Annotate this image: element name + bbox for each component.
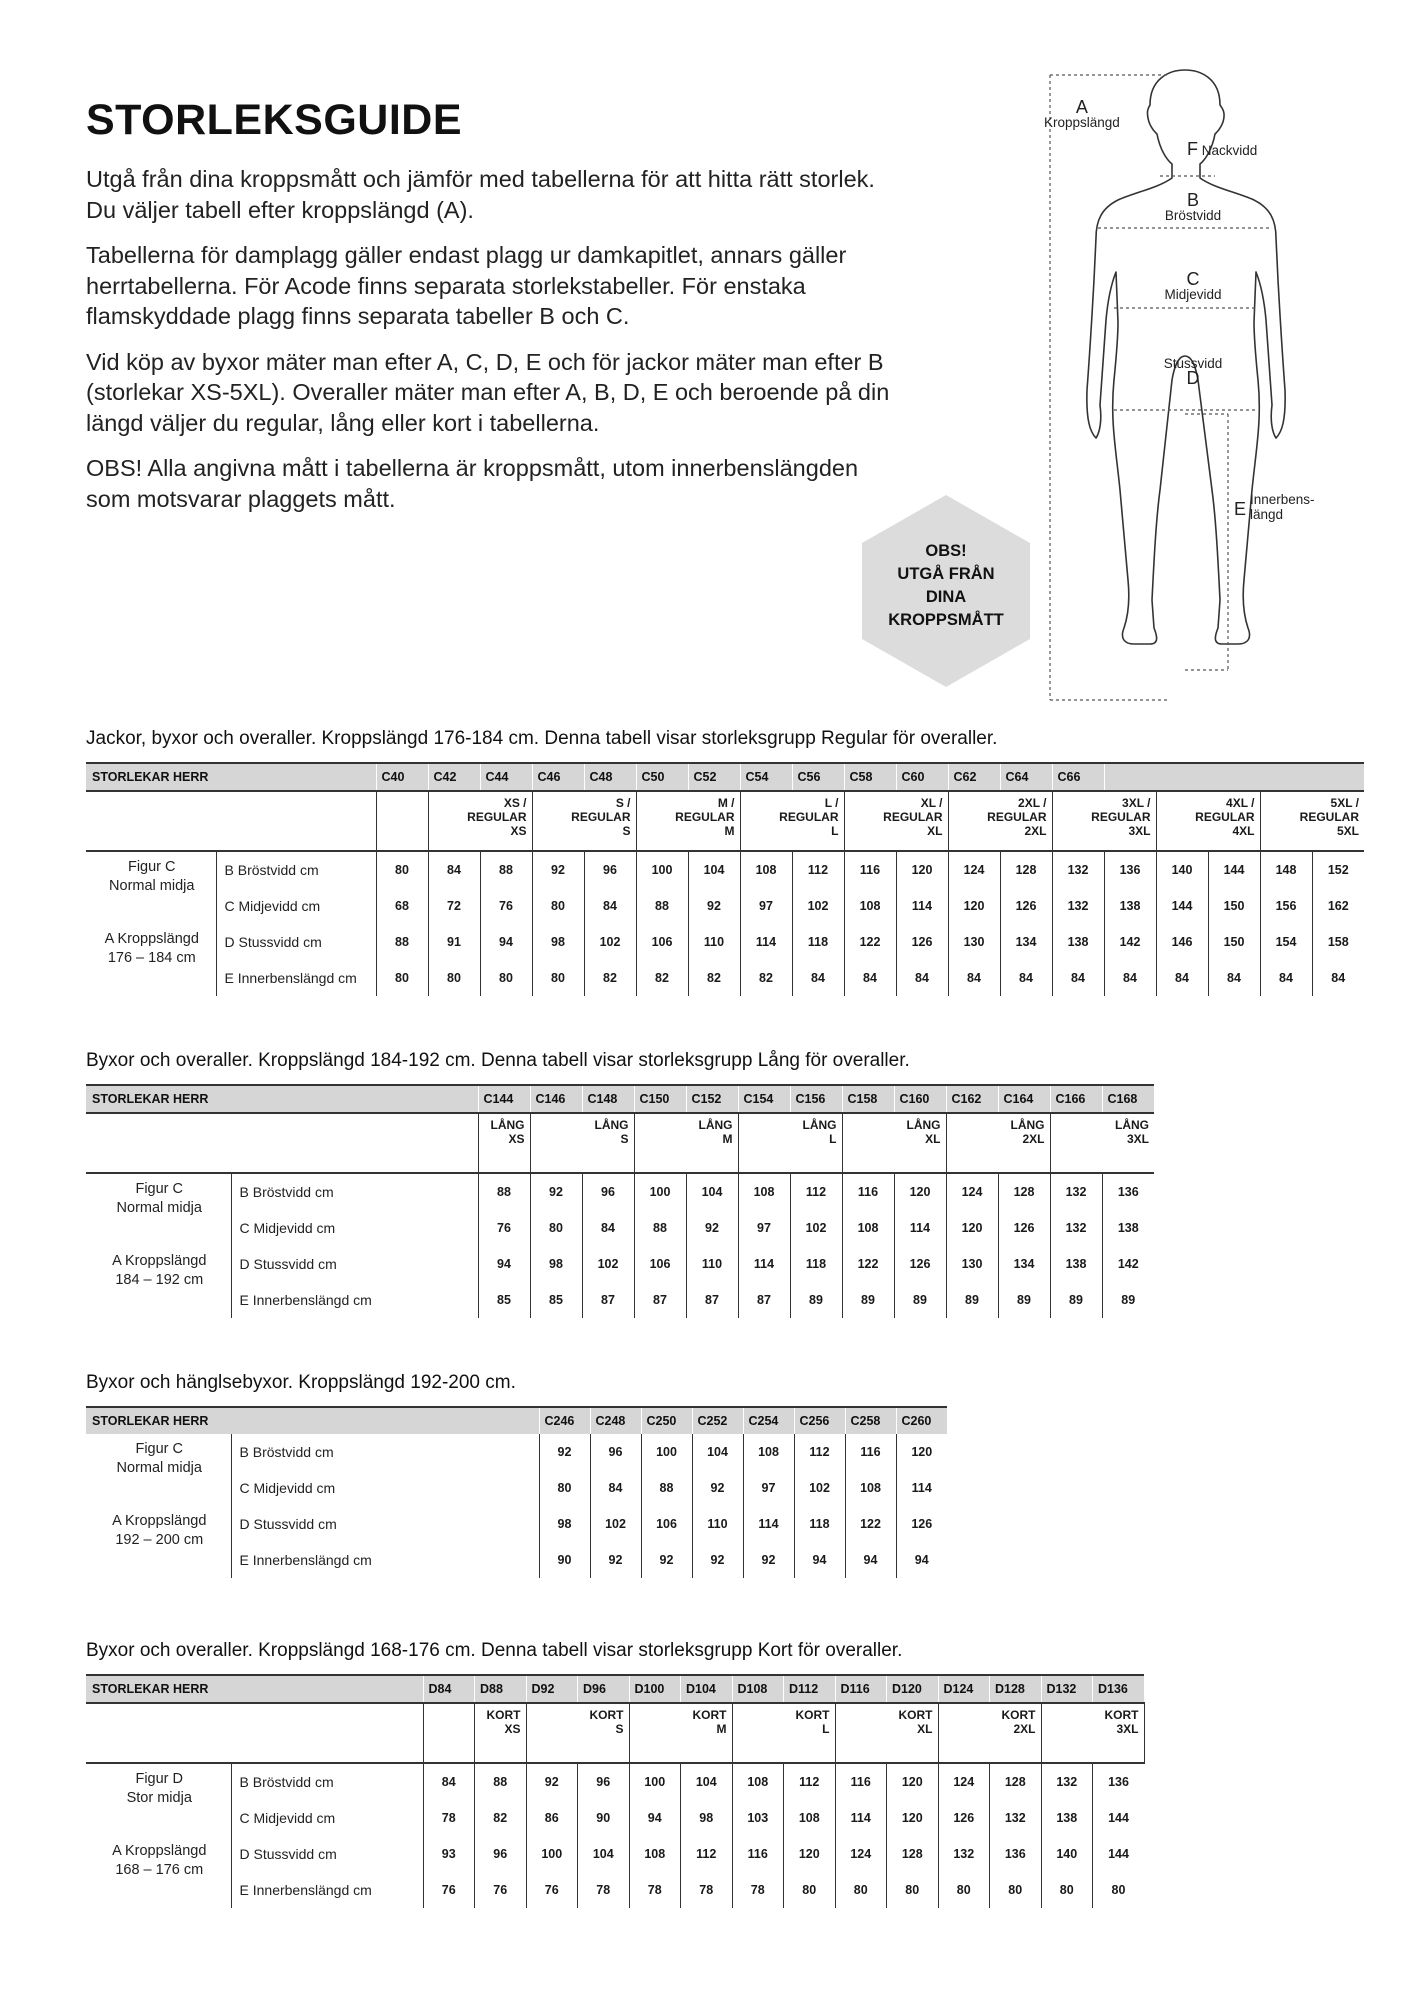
measurement-value: 96 xyxy=(584,851,636,888)
measurement-value: 126 xyxy=(894,1246,946,1282)
measurement-label: C Midjevidd cm xyxy=(231,1800,423,1836)
measurement-value: 132 xyxy=(1052,851,1104,888)
measurement-value: 126 xyxy=(1000,888,1052,924)
measurement-value: 80 xyxy=(480,960,532,996)
measurement-value: 80 xyxy=(835,1872,887,1908)
measurement-value: 80 xyxy=(1041,1872,1093,1908)
measurement-value: 132 xyxy=(938,1836,990,1872)
measurement-value: 134 xyxy=(1000,924,1052,960)
measurement-value: 84 xyxy=(1000,960,1052,996)
table-row xyxy=(86,1836,1145,1872)
measurement-value: 80 xyxy=(532,888,584,924)
measurement-value: 82 xyxy=(688,960,740,996)
table-row xyxy=(86,924,1364,960)
measurement-value: 128 xyxy=(998,1173,1050,1210)
measurement-value: 138 xyxy=(1041,1800,1093,1836)
body-length-label: 168 – 176 cm xyxy=(115,1862,204,1878)
body-length-label: 176 – 184 cm xyxy=(107,950,196,966)
measurement-value: 150 xyxy=(1208,924,1260,960)
measurement-value: 132 xyxy=(1041,1763,1093,1800)
measurement-value: 89 xyxy=(946,1282,998,1318)
table-row xyxy=(86,851,1364,888)
measurement-value: 112 xyxy=(681,1836,733,1872)
size-table-regular xyxy=(86,762,1364,996)
measurement-value: 116 xyxy=(732,1836,784,1872)
measurement-value: 88 xyxy=(475,1763,527,1800)
measurement-value: 84 xyxy=(1312,960,1364,996)
body-length-label: A Kroppslängd xyxy=(112,1253,207,1269)
measurement-value: 140 xyxy=(1156,851,1208,888)
measurement-value: 102 xyxy=(584,924,636,960)
measurement-value: 104 xyxy=(578,1836,630,1872)
figure-length-cell xyxy=(86,1173,231,1318)
measurement-value: 92 xyxy=(743,1542,794,1578)
measurement-value: 88 xyxy=(376,924,428,960)
measurement-value: 92 xyxy=(641,1542,692,1578)
measurement-value: 84 xyxy=(423,1763,475,1800)
measurement-value: 80 xyxy=(376,960,428,996)
measurement-value: 94 xyxy=(896,1542,947,1578)
table-row xyxy=(86,1872,1145,1908)
measurement-value: 104 xyxy=(688,851,740,888)
measurement-label: E Innerbenslängd cm xyxy=(216,960,376,996)
measurement-value: 124 xyxy=(835,1836,887,1872)
measurement-value: 106 xyxy=(636,924,688,960)
measurement-value: 84 xyxy=(948,960,1000,996)
measurement-value: 84 xyxy=(590,1470,641,1506)
measurement-value: 110 xyxy=(686,1246,738,1282)
page-title: STORLEKSGUIDE xyxy=(86,96,463,144)
measurement-value: 102 xyxy=(590,1506,641,1542)
table-row xyxy=(86,1246,1154,1282)
measurement-value: 110 xyxy=(688,924,740,960)
measurement-value: 136 xyxy=(1104,851,1156,888)
measurement-value: 102 xyxy=(790,1210,842,1246)
measurement-value: 102 xyxy=(582,1246,634,1282)
measurement-label: B Bröstvidd cm xyxy=(216,851,376,888)
measurement-value: 92 xyxy=(692,1470,743,1506)
measurement-value: 87 xyxy=(686,1282,738,1318)
measurement-value: 84 xyxy=(844,960,896,996)
measurement-value: 116 xyxy=(844,851,896,888)
measurement-value: 108 xyxy=(784,1800,836,1836)
measurement-value: 100 xyxy=(634,1173,686,1210)
measurement-value: 90 xyxy=(578,1800,630,1836)
measurement-label: D Stussvidd cm xyxy=(231,1506,539,1542)
measurement-value: 94 xyxy=(629,1800,681,1836)
intro-paragraph: Tabellerna för damplagg gäller endast plagg ur damkapitlet, annars gäller herrtabellerna. För Acode finns separata storlekstabeller. För enstaka flamskyddade plagg finns separata tabeller B och C. xyxy=(86,242,847,329)
measurement-value: 154 xyxy=(1260,924,1312,960)
size-group-row: XS / REGULAR XS S / REGULAR S M / REGULAR M L / REGULAR L XL / REGULAR XL 2XL / REGULAR 2XL 3XL / REGULAR 3XL 4XL / REGULAR 4XL 5XL / REGULAR 5XL xyxy=(86,791,1364,851)
measurement-value: 92 xyxy=(590,1542,641,1578)
measurement-rows xyxy=(86,1434,947,1578)
measurement-value: 132 xyxy=(1050,1210,1102,1246)
measurement-label: D Stussvidd cm xyxy=(231,1836,423,1872)
measurement-value: 138 xyxy=(1052,924,1104,960)
measurement-value: 82 xyxy=(740,960,792,996)
intro-paragraph: Utgå från dina kroppsmått och jämför med tabellerna för att hitta rätt storlek. Du väljer tabell efter kroppslängd (A). xyxy=(86,166,875,223)
measurement-value: 80 xyxy=(539,1470,590,1506)
measurement-value: 112 xyxy=(794,1434,845,1470)
table-row xyxy=(86,1434,947,1470)
measurement-rows xyxy=(86,1763,1145,1908)
measurement-value: 78 xyxy=(629,1872,681,1908)
measurement-rows xyxy=(86,1173,1154,1318)
measurement-label: C Midjevidd cm xyxy=(216,888,376,924)
measurement-value: 85 xyxy=(530,1282,582,1318)
measurement-value: 144 xyxy=(1093,1800,1145,1836)
measurement-value: 120 xyxy=(894,1173,946,1210)
figure-type-label: Stor midja xyxy=(126,1790,192,1806)
measurement-label: C Midjevidd cm xyxy=(231,1210,478,1246)
measurement-value: 124 xyxy=(946,1173,998,1210)
measurement-value: 72 xyxy=(428,888,480,924)
label-c: C Midjevidd xyxy=(1164,269,1222,302)
figure-type-label: Figur C xyxy=(135,1181,184,1197)
intro-text xyxy=(86,164,906,529)
measurement-value: 108 xyxy=(629,1836,681,1872)
label-d: Stussvidd D xyxy=(1163,356,1223,388)
measurement-value: 144 xyxy=(1156,888,1208,924)
measurement-value: 87 xyxy=(634,1282,686,1318)
table-row xyxy=(86,1173,1154,1210)
size-table-kort xyxy=(86,1674,1145,1908)
measurement-value: 85 xyxy=(478,1282,530,1318)
measurement-value: 122 xyxy=(844,924,896,960)
measurement-value: 138 xyxy=(1104,888,1156,924)
measurement-value: 138 xyxy=(1050,1246,1102,1282)
measurement-label: D Stussvidd cm xyxy=(216,924,376,960)
size-group-row: LÅNG XS LÅNG S LÅNG M LÅNG L LÅNG XL LÅNG 2XL LÅNG 3XL xyxy=(86,1113,1154,1173)
measurement-value: 96 xyxy=(590,1434,641,1470)
measurement-value: 120 xyxy=(896,1434,947,1470)
label-a: A Kroppslängd xyxy=(1044,97,1120,130)
measurement-value: 80 xyxy=(532,960,584,996)
figure-type-label: Figur C xyxy=(135,1441,184,1457)
figure-type-label: Normal midja xyxy=(109,878,195,894)
measurement-value: 106 xyxy=(641,1506,692,1542)
measurement-value: 91 xyxy=(428,924,480,960)
measurement-value: 89 xyxy=(1102,1282,1154,1318)
measurement-value: 144 xyxy=(1093,1836,1145,1872)
measurement-value: 89 xyxy=(894,1282,946,1318)
measurement-value: 84 xyxy=(1052,960,1104,996)
measurement-value: 84 xyxy=(1208,960,1260,996)
measurement-value: 102 xyxy=(792,888,844,924)
measurement-value: 76 xyxy=(478,1210,530,1246)
measurement-value: 108 xyxy=(732,1763,784,1800)
measurement-value: 126 xyxy=(938,1800,990,1836)
measurement-value: 158 xyxy=(1312,924,1364,960)
measurement-value: 156 xyxy=(1260,888,1312,924)
measurement-value: 128 xyxy=(887,1836,939,1872)
measurement-value: 130 xyxy=(948,924,1000,960)
size-group-row: KORT XS KORT S KORT M KORT L KORT XL KORT 2XL KORT 3XL xyxy=(86,1703,1145,1763)
measurement-label: E Innerbenslängd cm xyxy=(231,1542,539,1578)
measurement-value: 136 xyxy=(1093,1763,1145,1800)
measurement-value: 88 xyxy=(480,851,532,888)
measurement-value: 84 xyxy=(896,960,948,996)
measurement-value: 76 xyxy=(423,1872,475,1908)
size-code-row: STORLEKAR HERR C246 C248 C250 C252 C254 C256 C258 C260 xyxy=(86,1407,947,1434)
measurement-value: 94 xyxy=(794,1542,845,1578)
table-caption: Jackor, byxor och overaller. Kroppslängd 176-184 cm. Denna tabell visar storleksgrupp Regular för overaller. xyxy=(86,728,998,749)
figure-type-label: Figur D xyxy=(135,1771,184,1787)
measurement-value: 78 xyxy=(578,1872,630,1908)
measurement-value: 98 xyxy=(681,1800,733,1836)
table-row xyxy=(86,1282,1154,1318)
measurement-value: 100 xyxy=(641,1434,692,1470)
measurement-value: 118 xyxy=(790,1246,842,1282)
measurement-value: 100 xyxy=(629,1763,681,1800)
measurement-value: 88 xyxy=(634,1210,686,1246)
measurement-value: 89 xyxy=(1050,1282,1102,1318)
table-row xyxy=(86,1800,1145,1836)
measurement-value: 80 xyxy=(1093,1872,1145,1908)
measurement-value: 102 xyxy=(794,1470,845,1506)
label-b: B Bröstvidd xyxy=(1164,190,1222,223)
measurement-value: 80 xyxy=(376,851,428,888)
measurement-value: 146 xyxy=(1156,924,1208,960)
measurement-value: 142 xyxy=(1104,924,1156,960)
measurement-value: 116 xyxy=(835,1763,887,1800)
table-row xyxy=(86,1210,1154,1246)
measurement-value: 80 xyxy=(784,1872,836,1908)
measurement-value: 76 xyxy=(475,1872,527,1908)
measurement-value: 132 xyxy=(1052,888,1104,924)
measurement-value: 78 xyxy=(732,1872,784,1908)
measurement-value: 80 xyxy=(530,1210,582,1246)
measurement-value: 96 xyxy=(578,1763,630,1800)
body-length-label: A Kroppslängd xyxy=(112,1843,207,1859)
measurement-value: 92 xyxy=(686,1210,738,1246)
measurement-value: 80 xyxy=(938,1872,990,1908)
measurement-value: 82 xyxy=(475,1800,527,1836)
measurement-value: 124 xyxy=(948,851,1000,888)
figure-type-label: Normal midja xyxy=(116,1200,202,1216)
measurement-value: 110 xyxy=(692,1506,743,1542)
measurement-value: 84 xyxy=(582,1210,634,1246)
measurement-value: 140 xyxy=(1041,1836,1093,1872)
measurement-value: 114 xyxy=(835,1800,887,1836)
measurement-value: 97 xyxy=(738,1210,790,1246)
measurement-value: 128 xyxy=(990,1763,1042,1800)
size-code-row: STORLEKAR HERR C40 C42 C44 C46 C48 C50 C52 C54 C56 C58 C60 C62 C64 C66 xyxy=(86,763,1364,791)
measurement-value: 122 xyxy=(845,1506,896,1542)
measurement-value: 112 xyxy=(790,1173,842,1210)
measurement-label: E Innerbenslängd cm xyxy=(231,1282,478,1318)
measurement-value: 100 xyxy=(636,851,688,888)
measurement-value: 144 xyxy=(1208,851,1260,888)
measurement-value: 78 xyxy=(681,1872,733,1908)
measurement-value: 100 xyxy=(526,1836,578,1872)
measurement-value: 126 xyxy=(896,924,948,960)
measurement-value: 88 xyxy=(641,1470,692,1506)
measurement-value: 120 xyxy=(946,1210,998,1246)
measurement-value: 112 xyxy=(792,851,844,888)
measurement-value: 112 xyxy=(784,1763,836,1800)
measurement-label: E Innerbenslängd cm xyxy=(231,1872,423,1908)
measurement-value: 114 xyxy=(738,1246,790,1282)
measurement-label: B Bröstvidd cm xyxy=(231,1763,423,1800)
intro-paragraph: Vid köp av byxor mäter man efter A, C, D, E och för jackor mäter man efter B (storlekar XS-5XL). Overaller mäter man efter A, B, D, E och beroende på din längd väljer du regular, lång eller kort i tabellerna. xyxy=(86,348,890,436)
measurement-value: 82 xyxy=(584,960,636,996)
measurement-value: 80 xyxy=(428,960,480,996)
measurement-value: 84 xyxy=(1156,960,1208,996)
measurement-value: 82 xyxy=(636,960,688,996)
figure-length-cell xyxy=(86,851,216,996)
measurement-value: 92 xyxy=(692,1542,743,1578)
measurement-value: 80 xyxy=(990,1872,1042,1908)
measurement-value: 132 xyxy=(1050,1173,1102,1210)
table-caption: Byxor och overaller. Kroppslängd 184-192 cm. Denna tabell visar storleksgrupp Lång för overaller. xyxy=(86,1050,910,1071)
measurement-value: 152 xyxy=(1312,851,1364,888)
measurement-value: 134 xyxy=(998,1246,1050,1282)
measurement-value: 94 xyxy=(480,924,532,960)
figure-length-cell xyxy=(86,1434,231,1578)
body-length-label: A Kroppslängd xyxy=(104,931,199,947)
measurement-value: 88 xyxy=(636,888,688,924)
measurement-value: 126 xyxy=(896,1506,947,1542)
measurement-value: 80 xyxy=(887,1872,939,1908)
measurement-value: 98 xyxy=(530,1246,582,1282)
label-e: E Innerbens- längd xyxy=(1234,492,1315,522)
measurement-value: 120 xyxy=(887,1763,939,1800)
measurement-value: 84 xyxy=(428,851,480,888)
measurement-value: 92 xyxy=(532,851,584,888)
measurement-value: 76 xyxy=(480,888,532,924)
measurement-value: 132 xyxy=(990,1800,1042,1836)
measurement-value: 136 xyxy=(1102,1173,1154,1210)
measurement-value: 68 xyxy=(376,888,428,924)
measurement-value: 116 xyxy=(842,1173,894,1210)
obs-badge-text: OBS! UTGÅ FRÅN DINA KROPPSMÅTT xyxy=(888,542,1004,629)
measurement-value: 118 xyxy=(794,1506,845,1542)
measurement-value: 120 xyxy=(948,888,1000,924)
measurement-value: 98 xyxy=(539,1506,590,1542)
measurement-value: 120 xyxy=(887,1800,939,1836)
measurement-value: 114 xyxy=(896,1470,947,1506)
size-code-row: STORLEKAR HERR D84 D88 D92 D96 D100 D104 D108 D112 D116 D120 D124 D128 D132 D136 xyxy=(86,1675,1145,1703)
measurement-value: 128 xyxy=(1000,851,1052,888)
measurement-value: 108 xyxy=(743,1434,794,1470)
measurement-value: 108 xyxy=(844,888,896,924)
measurement-value: 92 xyxy=(539,1434,590,1470)
measurement-label: D Stussvidd cm xyxy=(231,1246,478,1282)
table-row xyxy=(86,960,1364,996)
measurement-value: 148 xyxy=(1260,851,1312,888)
measurement-value: 92 xyxy=(526,1763,578,1800)
size-code-row: STORLEKAR HERR C144 C146 C148 C150 C152 C154 C156 C158 C160 C162 C164 C166 C168 xyxy=(86,1085,1154,1113)
size-table-192-200 xyxy=(86,1406,947,1578)
measurement-value: 94 xyxy=(478,1246,530,1282)
body-length-label: 192 – 200 cm xyxy=(115,1532,204,1548)
measurement-value: 90 xyxy=(539,1542,590,1578)
measurement-value: 92 xyxy=(688,888,740,924)
intro-paragraph: OBS! Alla angivna mått i tabellerna är kroppsmått, utom innerbenslängden som motsvarar plaggets mått. xyxy=(86,455,859,512)
measurement-value: 114 xyxy=(896,888,948,924)
measurement-value: 84 xyxy=(584,888,636,924)
measurement-value: 97 xyxy=(740,888,792,924)
measurement-value: 126 xyxy=(998,1210,1050,1246)
measurement-value: 84 xyxy=(1260,960,1312,996)
measurement-value: 87 xyxy=(738,1282,790,1318)
measurement-value: 88 xyxy=(478,1173,530,1210)
table-row xyxy=(86,888,1364,924)
measurement-value: 96 xyxy=(582,1173,634,1210)
measurement-value: 87 xyxy=(582,1282,634,1318)
measurement-value: 116 xyxy=(845,1434,896,1470)
table-caption: Byxor och hänglsebyxor. Kroppslängd 192-200 cm. xyxy=(86,1372,516,1393)
measurement-label: B Bröstvidd cm xyxy=(231,1434,539,1470)
measurement-value: 124 xyxy=(938,1763,990,1800)
measurement-value: 98 xyxy=(532,924,584,960)
measurement-value: 84 xyxy=(792,960,844,996)
figure-length-cell xyxy=(86,1763,231,1908)
measurement-value: 97 xyxy=(743,1470,794,1506)
measurement-value: 122 xyxy=(842,1246,894,1282)
measurement-value: 89 xyxy=(790,1282,842,1318)
measurement-value: 104 xyxy=(686,1173,738,1210)
measurement-value: 103 xyxy=(732,1800,784,1836)
measurement-value: 108 xyxy=(740,851,792,888)
measurement-value: 136 xyxy=(990,1836,1042,1872)
measurement-label: B Bröstvidd cm xyxy=(231,1173,478,1210)
measurement-value: 76 xyxy=(526,1872,578,1908)
measurement-value: 108 xyxy=(738,1173,790,1210)
measurement-value: 142 xyxy=(1102,1246,1154,1282)
measurement-value: 89 xyxy=(842,1282,894,1318)
label-f: F Nackvidd xyxy=(1187,139,1258,159)
measurement-value: 108 xyxy=(845,1470,896,1506)
measurement-value: 108 xyxy=(842,1210,894,1246)
measurement-value: 138 xyxy=(1102,1210,1154,1246)
measurement-value: 104 xyxy=(681,1763,733,1800)
body-length-label: A Kroppslängd xyxy=(112,1513,207,1529)
measurement-value: 162 xyxy=(1312,888,1364,924)
measurement-value: 120 xyxy=(784,1836,836,1872)
body-length-label: 184 – 192 cm xyxy=(115,1272,204,1288)
measurement-rows xyxy=(86,851,1364,996)
measurement-value: 93 xyxy=(423,1836,475,1872)
measurement-value: 84 xyxy=(1104,960,1156,996)
measurement-label: C Midjevidd cm xyxy=(231,1470,539,1506)
measurement-value: 104 xyxy=(692,1434,743,1470)
measurement-value: 86 xyxy=(526,1800,578,1836)
table-caption: Byxor och overaller. Kroppslängd 168-176 cm. Denna tabell visar storleksgrupp Kort för overaller. xyxy=(86,1640,903,1661)
figure-type-label: Normal midja xyxy=(116,1460,202,1476)
measurement-value: 78 xyxy=(423,1800,475,1836)
measurement-value: 114 xyxy=(743,1506,794,1542)
measurement-value: 118 xyxy=(792,924,844,960)
measurement-value: 150 xyxy=(1208,888,1260,924)
measurement-value: 92 xyxy=(530,1173,582,1210)
measurement-value: 130 xyxy=(946,1246,998,1282)
measurement-value: 94 xyxy=(845,1542,896,1578)
measurement-value: 120 xyxy=(896,851,948,888)
body-measurement-figure xyxy=(1000,60,1340,710)
table-row xyxy=(86,1763,1145,1800)
figure-type-label: Figur C xyxy=(127,859,176,875)
size-table-lang xyxy=(86,1084,1154,1318)
measurement-value: 96 xyxy=(475,1836,527,1872)
measurement-value: 89 xyxy=(998,1282,1050,1318)
measurement-value: 114 xyxy=(894,1210,946,1246)
measurement-value: 114 xyxy=(740,924,792,960)
measurement-value: 106 xyxy=(634,1246,686,1282)
